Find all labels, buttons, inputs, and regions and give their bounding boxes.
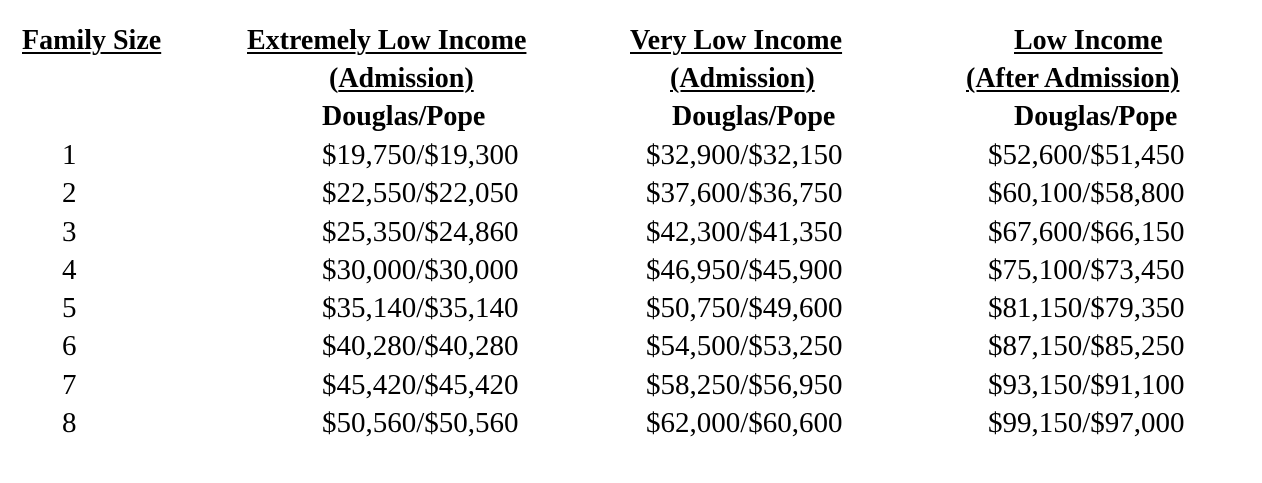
cell-family-size: 6 — [62, 330, 77, 363]
header-li-subtitle-wrap — [966, 60, 1179, 98]
header-li-title: Low Income — [1014, 25, 1163, 56]
cell-low: $75,100/$73,450 — [988, 253, 1185, 286]
cell-extremely-low: $25,350/$24,860 — [322, 215, 519, 248]
cell-very-low: $54,500/$53,250 — [646, 330, 843, 363]
cell-extremely-low: $30,000/$30,000 — [322, 253, 519, 286]
cell-very-low: $50,750/$49,600 — [646, 292, 843, 325]
cell-low: $67,600/$66,150 — [988, 215, 1185, 248]
cell-low: $99,150/$97,000 — [988, 407, 1185, 440]
cell-extremely-low: $22,550/$22,050 — [322, 177, 519, 210]
header-very-low-income — [630, 22, 842, 136]
cell-family-size: 1 — [62, 139, 77, 171]
cell-low: $60,100/$58,800 — [988, 177, 1185, 210]
cell-family-size: 7 — [62, 368, 77, 401]
table-body — [0, 136, 1262, 442]
cell-extremely-low: $35,140/$35,140 — [322, 292, 519, 325]
cell-low: $87,150/$85,250 — [988, 330, 1185, 363]
header-eli-paren: ( — [329, 63, 339, 94]
table-row — [0, 136, 1262, 174]
table-row — [0, 289, 1262, 327]
header-vli-subtitle — [630, 60, 842, 98]
cell-very-low: $46,950/$45,900 — [646, 253, 843, 286]
table-row — [0, 251, 1262, 289]
header-vli-admission: (Admission) — [670, 63, 815, 94]
header-low-income — [966, 22, 1179, 136]
table-row — [0, 213, 1262, 251]
header-vli-region: Douglas/Pope — [672, 101, 836, 132]
cell-family-size: 5 — [62, 292, 77, 325]
cell-family-size: 3 — [62, 215, 77, 248]
cell-extremely-low: $45,420/$45,420 — [322, 368, 519, 401]
cell-extremely-low: $19,750/$19,300 — [322, 139, 519, 171]
cell-family-size: 4 — [62, 253, 77, 286]
header-li-title-wrap — [966, 22, 1179, 60]
header-eli-title: Extremely Low Income — [247, 25, 527, 56]
cell-low: $81,150/$79,350 — [988, 292, 1185, 325]
table-row — [0, 366, 1262, 404]
header-eli-subtitle — [247, 60, 526, 98]
cell-very-low: $37,600/$36,750 — [646, 177, 843, 210]
cell-extremely-low: $50,560/$50,560 — [322, 407, 519, 440]
cell-very-low: $58,250/$56,950 — [646, 368, 843, 401]
header-vli-title: Very Low Income — [630, 25, 843, 56]
table-row — [0, 327, 1262, 365]
header-eli-region: Douglas/Pope — [322, 101, 486, 132]
table-row — [0, 174, 1262, 212]
header-li-region: Douglas/Pope — [1014, 101, 1178, 132]
header-eli-admission: Admission) — [338, 63, 474, 94]
cell-family-size: 2 — [62, 177, 77, 210]
header-li-subtitle: (After Admission) — [966, 63, 1180, 94]
cell-low: $52,600/$51,450 — [988, 139, 1185, 171]
table-row — [0, 404, 1262, 442]
header-family-size — [22, 22, 161, 60]
cell-very-low: $42,300/$41,350 — [646, 215, 843, 248]
cell-low: $93,150/$91,100 — [988, 368, 1185, 401]
cell-very-low: $32,900/$32,150 — [646, 139, 843, 171]
cell-extremely-low: $40,280/$40,280 — [322, 330, 519, 363]
header-family-size-label: Family Size — [22, 25, 162, 56]
header-extremely-low-income — [247, 22, 526, 136]
cell-very-low: $62,000/$60,600 — [646, 407, 843, 440]
cell-family-size: 8 — [62, 407, 77, 440]
